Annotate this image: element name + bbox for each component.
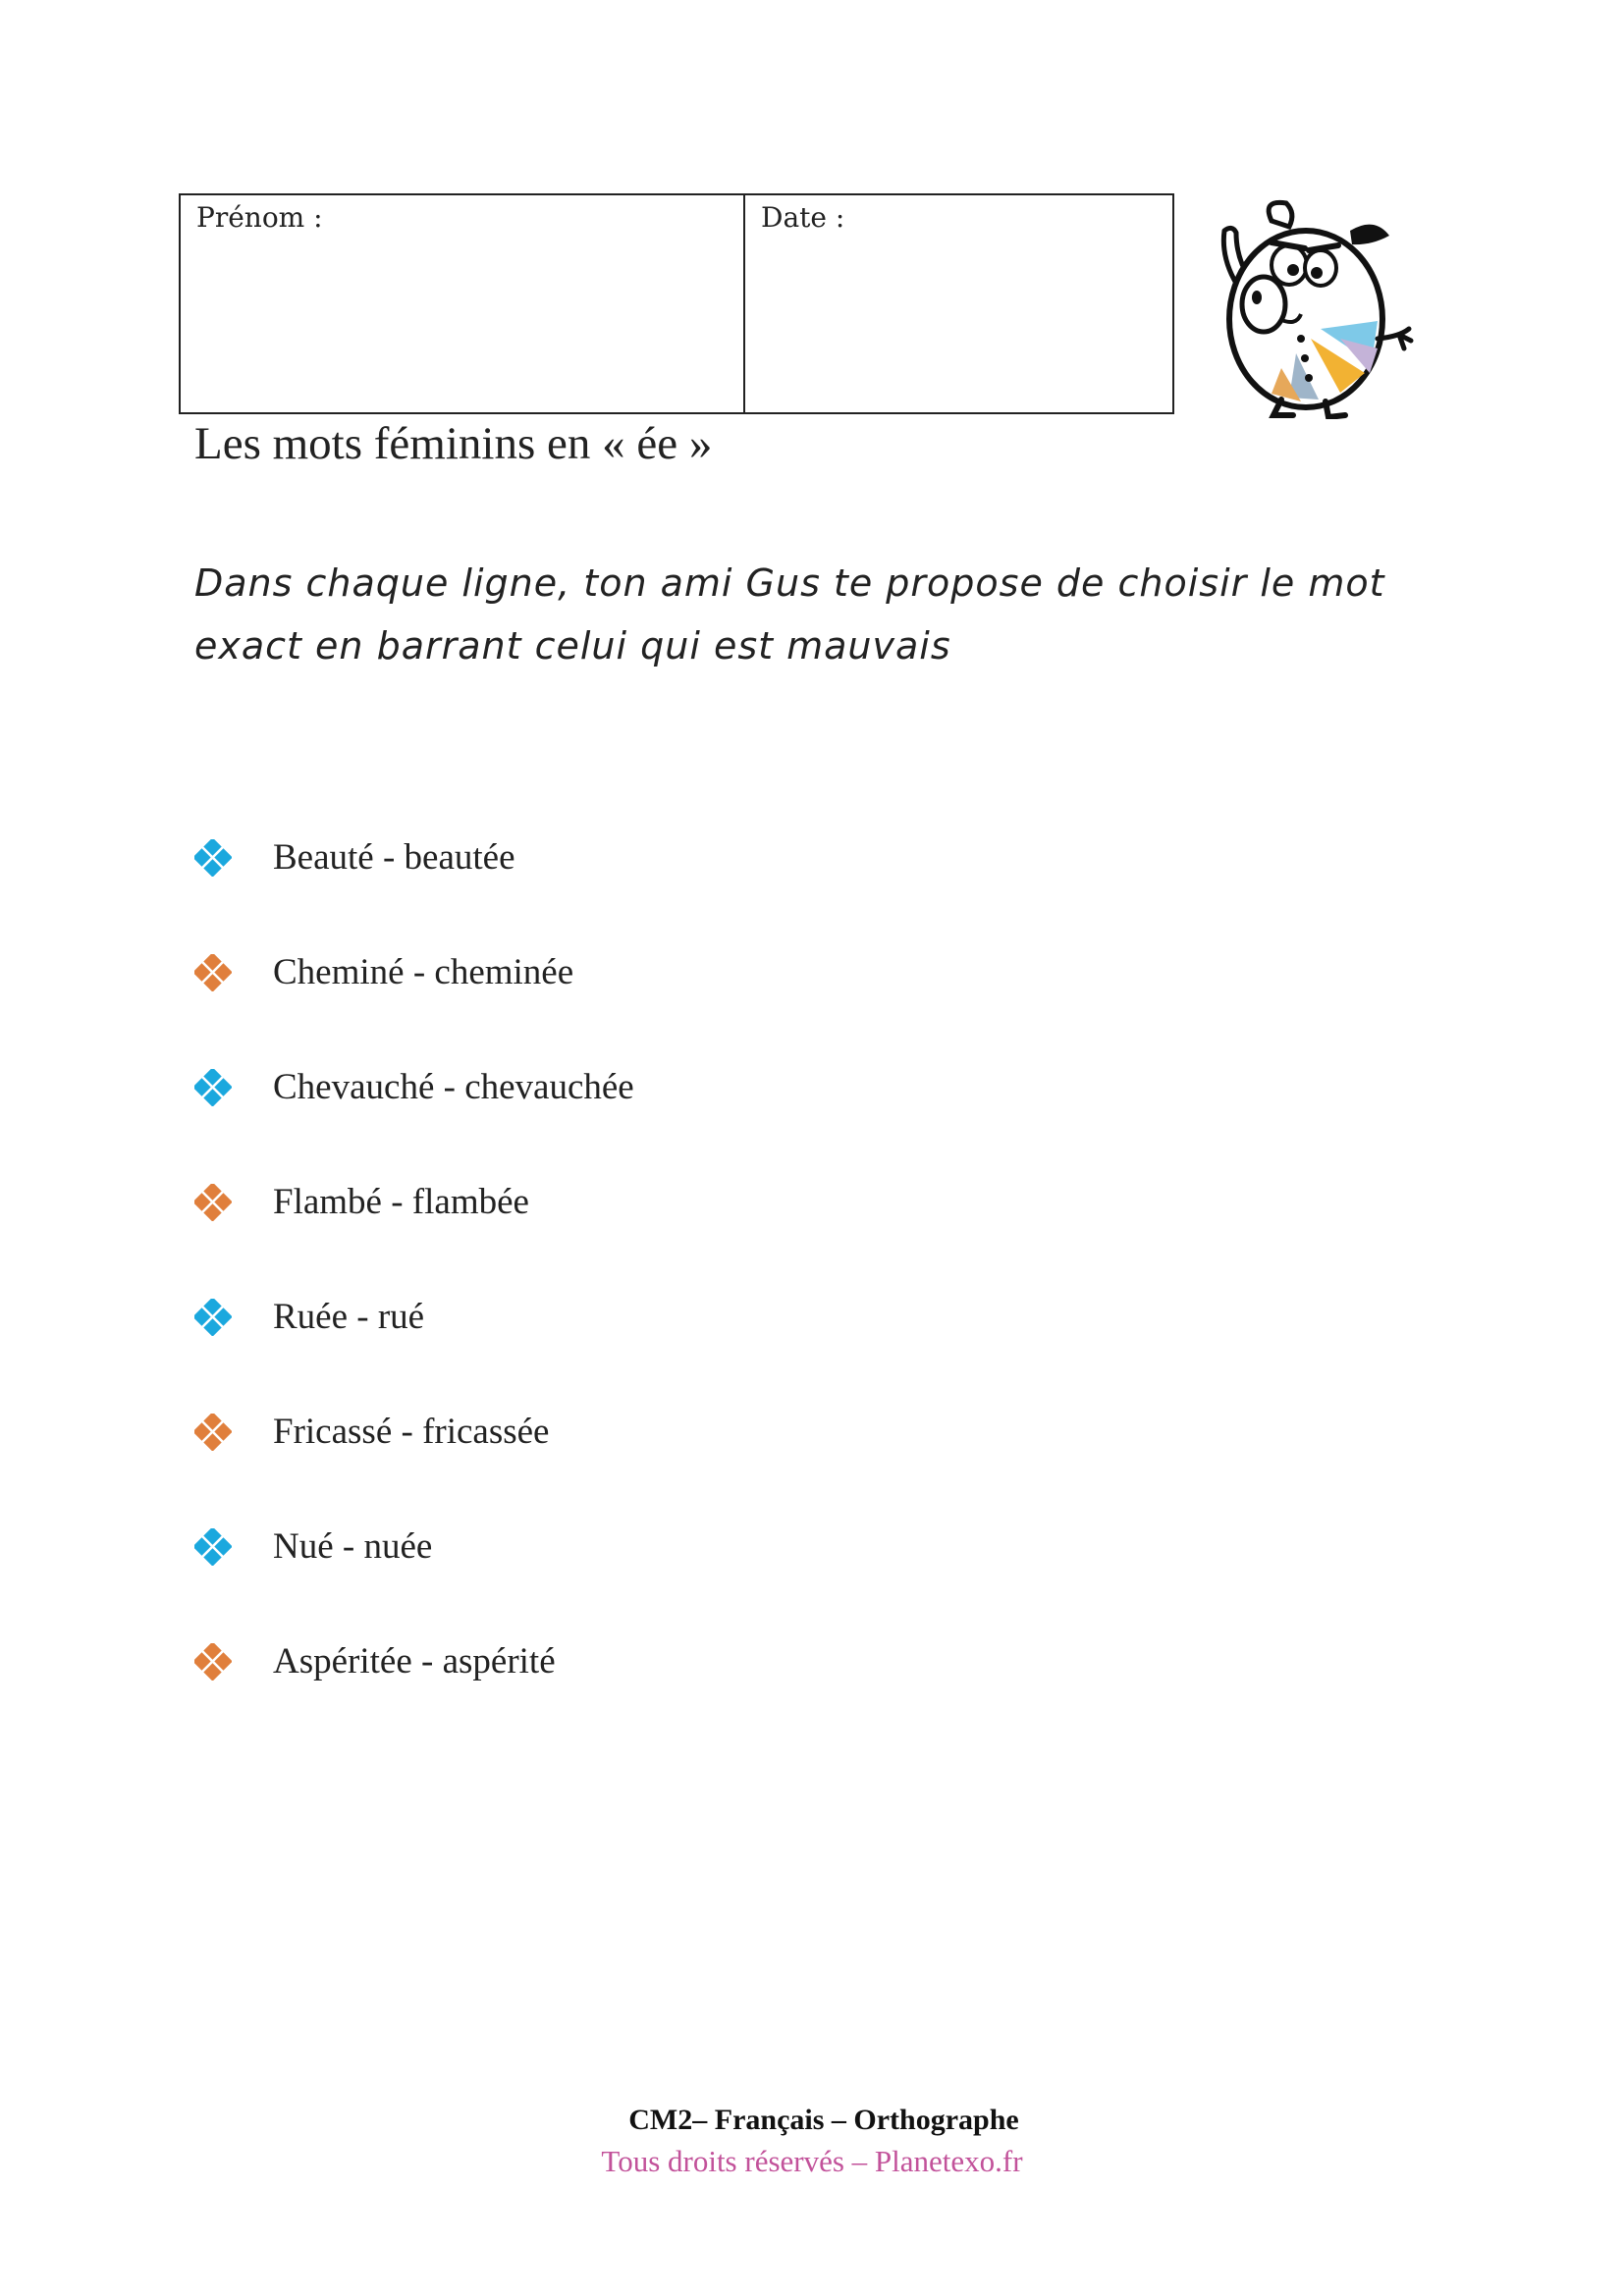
- list-item: [194, 837, 634, 952]
- word-pair[interactable]: Ruée - rué: [273, 1297, 425, 1337]
- word-pair[interactable]: Nué - nuée: [273, 1526, 433, 1567]
- word-pair[interactable]: Fricassé - fricassée: [273, 1412, 550, 1452]
- diamond-bullet-icon: [194, 1528, 232, 1566]
- word-pair[interactable]: Beauté - beautée: [273, 837, 515, 878]
- list-item: [194, 1067, 634, 1182]
- name-date-table: [179, 193, 1174, 414]
- sheep-mascot-icon: [1203, 191, 1414, 419]
- list-item: [194, 1641, 634, 1756]
- diamond-bullet-icon: [194, 1184, 232, 1221]
- diamond-bullet-icon: [194, 1414, 232, 1451]
- word-pair[interactable]: Cheminé - cheminée: [273, 952, 574, 992]
- list-item: [194, 1412, 634, 1526]
- list-item: [194, 1526, 634, 1641]
- word-pair[interactable]: Flambé - flambée: [273, 1182, 529, 1222]
- word-pair[interactable]: Aspéritée - aspérité: [273, 1641, 556, 1682]
- diamond-bullet-icon: [194, 954, 232, 991]
- date-label: Date :: [761, 201, 845, 234]
- prenom-label: Prénom :: [196, 201, 323, 234]
- word-pair[interactable]: Chevauché - chevauchée: [273, 1067, 634, 1107]
- diamond-bullet-icon: [194, 1299, 232, 1336]
- list-item: [194, 952, 634, 1067]
- diamond-bullet-icon: [194, 1643, 232, 1681]
- instructions-text: Dans chaque ligne, ton ami Gus te propose de choisir le mot exact en barrant celui qui est mauvais: [194, 561, 1385, 667]
- list-item: [194, 1297, 634, 1412]
- date-cell[interactable]: [745, 195, 1172, 412]
- list-item: [194, 1182, 634, 1297]
- diamond-bullet-icon: [194, 839, 232, 877]
- page-title: Les mots féminins en « ée »: [194, 418, 713, 469]
- prenom-cell[interactable]: [181, 195, 745, 412]
- diamond-bullet-icon: [194, 1069, 232, 1106]
- word-choice-list: [194, 837, 634, 1756]
- footer-rights: Tous droits réservés – Planetexo.fr: [601, 2144, 1023, 2178]
- footer-level: CM2– Français – Orthographe: [628, 2104, 1019, 2136]
